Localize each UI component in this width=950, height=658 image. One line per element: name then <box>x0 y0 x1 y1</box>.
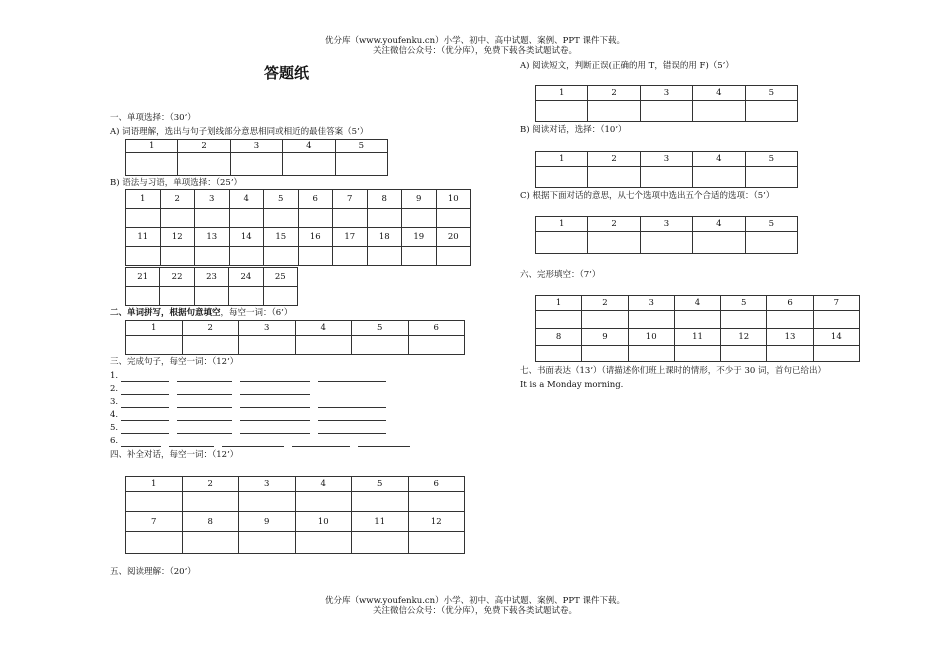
answer-cell[interactable] <box>640 232 692 254</box>
footer-line-2: 关注微信公众号：（优分库），免费下载各类试题试卷。 <box>372 606 577 616</box>
blank-field[interactable] <box>240 411 310 421</box>
grid-number: 1 <box>126 321 183 336</box>
grid-answer-row <box>536 346 860 362</box>
grid-number: 4 <box>283 140 335 153</box>
blank-field[interactable] <box>240 372 310 382</box>
item-number: 1. <box>110 371 119 381</box>
grid-number: 9 <box>239 512 296 532</box>
grid-number: 2 <box>582 296 628 311</box>
grid-number-row <box>126 477 465 492</box>
answer-cell[interactable] <box>333 247 368 266</box>
grid-number: 16 <box>298 228 333 247</box>
item-number: 3. <box>110 397 119 407</box>
grid-number: 1 <box>536 217 588 232</box>
answer-cell[interactable] <box>674 346 720 362</box>
answer-cell[interactable] <box>160 247 195 266</box>
answer-grid-5a <box>535 85 798 122</box>
blank-field[interactable] <box>121 424 169 434</box>
header-line-2: 关注微信公众号：（优分库），免费下载各类试题试卷。 <box>372 46 577 56</box>
blank-field[interactable] <box>121 437 161 447</box>
grid-number: 2 <box>182 477 239 492</box>
answer-cell[interactable] <box>295 492 352 512</box>
blank-field[interactable] <box>358 437 410 447</box>
grid-answer-row <box>536 311 860 329</box>
grid-number: 9 <box>402 190 437 209</box>
answer-grid-5c <box>535 216 798 254</box>
grid-number: 1 <box>536 296 582 311</box>
answer-cell[interactable] <box>640 167 692 188</box>
grid-number: 2 <box>182 321 239 336</box>
fill-line <box>110 371 386 382</box>
grid-number-row <box>536 152 798 167</box>
grid-answer-row <box>126 532 465 554</box>
grid-number-row <box>126 321 465 336</box>
blank-field[interactable] <box>240 424 310 434</box>
answer-cell[interactable] <box>813 346 859 362</box>
page-title: 答题纸 <box>264 64 310 82</box>
answer-cell[interactable] <box>628 346 674 362</box>
answer-cell[interactable] <box>126 532 183 554</box>
grid-number: 17 <box>333 228 368 247</box>
answer-cell[interactable] <box>408 532 465 554</box>
blank-field[interactable] <box>177 372 232 382</box>
grid-number: 2 <box>588 86 640 101</box>
answer-cell[interactable] <box>628 311 674 329</box>
answer-cell[interactable] <box>408 336 465 355</box>
grid-number: 5 <box>352 477 409 492</box>
grid-number: 7 <box>126 512 183 532</box>
answer-cell[interactable] <box>126 336 183 355</box>
answer-cell[interactable] <box>813 311 859 329</box>
answer-cell[interactable] <box>160 209 195 228</box>
grid-number: 10 <box>628 329 674 346</box>
grid-number: 6 <box>408 321 465 336</box>
section-1b-heading: B) 语法与习语，单项选择：（25’） <box>110 178 243 188</box>
answer-cell[interactable] <box>436 209 471 228</box>
grid-number: 15 <box>264 228 299 247</box>
answer-cell[interactable] <box>126 247 161 266</box>
grid-number-row <box>126 228 471 247</box>
answer-cell[interactable] <box>767 311 813 329</box>
grid-number-row <box>126 512 465 532</box>
footer-line-1: 优分库（www.youfenku.cn）小学、初中、高中试题、案例、PPT 课件下载。 <box>325 596 625 606</box>
blank-field[interactable] <box>121 372 169 382</box>
blank-field[interactable] <box>121 385 169 395</box>
section-3-heading: 三、完成句子，每空一词：（12’） <box>110 357 239 367</box>
grid-number: 4 <box>229 190 264 209</box>
grid-answer-row <box>536 101 798 122</box>
grid-number: 6 <box>298 190 333 209</box>
section-4-heading: 四、补全对话，每空一词：（12’） <box>110 450 239 460</box>
grid-number: 8 <box>536 329 582 346</box>
answer-cell[interactable] <box>693 101 745 122</box>
section-2-rest: ，每空一词：（6’） <box>220 308 293 318</box>
item-number: 2. <box>110 384 119 394</box>
answer-cell[interactable] <box>582 346 628 362</box>
grid-number: 9 <box>582 329 628 346</box>
grid-number: 4 <box>693 86 745 101</box>
answer-cell[interactable] <box>298 247 333 266</box>
grid-number: 20 <box>436 228 471 247</box>
section-7-heading: 七、书面表达（13’）（请描述你们班上课时的情形，不少于 30 词，首句已给出） <box>520 366 826 376</box>
grid-answer-row <box>536 167 798 188</box>
answer-cell[interactable] <box>745 167 797 188</box>
grid-number: 6 <box>408 477 465 492</box>
section-2-heading <box>110 308 292 319</box>
grid-answer-row <box>126 153 388 176</box>
writing-first-sentence: It is a Monday morning. <box>520 380 624 390</box>
answer-cell[interactable] <box>182 336 239 355</box>
answer-cell[interactable] <box>263 287 297 306</box>
answer-cell[interactable] <box>333 209 368 228</box>
answer-cell[interactable] <box>745 232 797 254</box>
section-1-heading: 一、单项选择：（30’） <box>110 113 196 123</box>
grid-number: 25 <box>263 268 297 287</box>
grid-number: 14 <box>229 228 264 247</box>
blank-field[interactable] <box>318 411 386 421</box>
grid-answer-row <box>126 209 471 228</box>
grid-number: 5 <box>745 217 797 232</box>
grid-number: 4 <box>693 217 745 232</box>
answer-cell[interactable] <box>536 101 588 122</box>
answer-cell[interactable] <box>298 209 333 228</box>
section-5a-heading: A) 阅读短文，判断正误(正确的用 T，错误的用 F)（5’） <box>520 61 734 71</box>
answer-cell[interactable] <box>335 153 387 176</box>
grid-number: 3 <box>640 152 692 167</box>
answer-grid-4 <box>125 476 465 554</box>
blank-field[interactable] <box>121 398 169 408</box>
grid-number: 13 <box>195 228 230 247</box>
answer-cell[interactable] <box>178 153 230 176</box>
answer-cell[interactable] <box>721 311 767 329</box>
fill-line <box>110 410 386 421</box>
answer-cell[interactable] <box>367 247 402 266</box>
grid-number: 11 <box>674 329 720 346</box>
grid-number: 8 <box>367 190 402 209</box>
grid-number: 4 <box>693 152 745 167</box>
answer-cell[interactable] <box>264 247 299 266</box>
grid-number-row <box>126 140 388 153</box>
blank-field[interactable] <box>177 411 232 421</box>
grid-number-row <box>126 190 471 209</box>
grid-number: 12 <box>721 329 767 346</box>
blank-field[interactable] <box>240 385 310 395</box>
answer-cell[interactable] <box>195 247 230 266</box>
answer-cell[interactable] <box>182 492 239 512</box>
blank-field[interactable] <box>318 424 386 434</box>
answer-cell[interactable] <box>160 287 194 306</box>
answer-cell[interactable] <box>367 209 402 228</box>
answer-cell[interactable] <box>239 492 296 512</box>
grid-number: 5 <box>745 86 797 101</box>
answer-cell[interactable] <box>230 153 282 176</box>
grid-number-row <box>126 268 298 287</box>
answer-grid-6 <box>535 295 860 362</box>
answer-cell[interactable] <box>582 311 628 329</box>
answer-grid-1a <box>125 139 388 176</box>
item-number: 5. <box>110 423 119 433</box>
answer-cell[interactable] <box>352 336 409 355</box>
grid-number: 3 <box>628 296 674 311</box>
grid-number: 10 <box>436 190 471 209</box>
grid-number: 3 <box>195 190 230 209</box>
grid-answer-row <box>126 492 465 512</box>
answer-cell[interactable] <box>126 209 161 228</box>
answer-cell[interactable] <box>229 287 263 306</box>
grid-number: 2 <box>588 217 640 232</box>
grid-number: 3 <box>239 477 296 492</box>
fill-line <box>110 397 386 408</box>
answer-cell[interactable] <box>588 232 640 254</box>
blank-field[interactable] <box>240 398 310 408</box>
answer-cell[interactable] <box>693 167 745 188</box>
fill-line <box>110 436 410 447</box>
blank-field[interactable] <box>169 437 214 447</box>
answer-cell[interactable] <box>229 209 264 228</box>
blank-field[interactable] <box>177 398 232 408</box>
grid-number: 24 <box>229 268 263 287</box>
answer-cell[interactable] <box>588 167 640 188</box>
grid-number: 1 <box>126 140 178 153</box>
blank-field[interactable] <box>318 398 386 408</box>
grid-number: 4 <box>295 477 352 492</box>
answer-cell[interactable] <box>352 492 409 512</box>
grid-number: 2 <box>160 190 195 209</box>
grid-number-row <box>536 86 798 101</box>
answer-cell[interactable] <box>402 247 437 266</box>
answer-cell[interactable] <box>408 492 465 512</box>
grid-number: 1 <box>536 152 588 167</box>
answer-cell[interactable] <box>721 346 767 362</box>
grid-number: 12 <box>408 512 465 532</box>
blank-field[interactable] <box>177 385 232 395</box>
answer-cell[interactable] <box>195 209 230 228</box>
answer-cell[interactable] <box>283 153 335 176</box>
grid-number: 22 <box>160 268 194 287</box>
grid-number: 8 <box>182 512 239 532</box>
answer-grid-1b-last <box>125 267 298 306</box>
grid-number: 3 <box>239 321 296 336</box>
grid-number: 7 <box>333 190 368 209</box>
grid-number: 18 <box>367 228 402 247</box>
answer-grid-5b <box>535 151 798 188</box>
section-5-heading: 五、阅读理解：（20’） <box>110 567 196 577</box>
answer-cell[interactable] <box>352 532 409 554</box>
grid-number: 5 <box>352 321 409 336</box>
grid-number: 11 <box>352 512 409 532</box>
grid-number: 1 <box>126 477 183 492</box>
answer-cell[interactable] <box>436 247 471 266</box>
grid-number: 10 <box>295 512 352 532</box>
grid-number-row <box>536 217 798 232</box>
grid-answer-row <box>126 336 465 355</box>
answer-cell[interactable] <box>767 346 813 362</box>
section-5b-heading: B) 阅读对话，选择：（10’） <box>520 125 627 135</box>
answer-cell[interactable] <box>640 101 692 122</box>
answer-grid-2 <box>125 320 465 355</box>
answer-cell[interactable] <box>182 532 239 554</box>
answer-cell[interactable] <box>536 167 588 188</box>
answer-grid-1b <box>125 189 471 266</box>
answer-cell[interactable] <box>536 232 588 254</box>
item-number: 6. <box>110 436 119 446</box>
grid-number: 11 <box>126 228 161 247</box>
grid-number: 5 <box>721 296 767 311</box>
grid-number: 3 <box>640 217 692 232</box>
answer-cell[interactable] <box>588 101 640 122</box>
header-line-1: 优分库（www.youfenku.cn）小学、初中、高中试题、案例、PPT 课件下载。 <box>325 36 625 46</box>
section-6-heading: 六、完形填空：（7’） <box>520 270 601 280</box>
answer-cell[interactable] <box>693 232 745 254</box>
section-1a-heading: A) 词语理解，选出与句子划线部分意思相同或相近的最佳答案（5’） <box>110 127 369 137</box>
grid-number: 2 <box>178 140 230 153</box>
answer-cell[interactable] <box>126 153 178 176</box>
grid-number: 5 <box>264 190 299 209</box>
grid-number: 19 <box>402 228 437 247</box>
grid-number: 13 <box>767 329 813 346</box>
grid-number: 5 <box>335 140 387 153</box>
grid-number: 12 <box>160 228 195 247</box>
blank-field[interactable] <box>318 372 386 382</box>
answer-cell[interactable] <box>536 346 582 362</box>
section-2-bold: 二、单词拼写，根据句意填空 <box>110 308 221 318</box>
grid-number: 1 <box>126 190 161 209</box>
answer-cell[interactable] <box>536 311 582 329</box>
grid-number-row <box>536 296 860 311</box>
grid-number-row <box>536 329 860 346</box>
answer-cell[interactable] <box>126 287 160 306</box>
blank-field[interactable] <box>177 424 232 434</box>
section-5c-heading: C) 根据下面对话的意思，从七个选项中选出五个合适的选项：（5’） <box>520 191 775 201</box>
grid-number: 4 <box>674 296 720 311</box>
answer-cell[interactable] <box>239 532 296 554</box>
answer-cell[interactable] <box>674 311 720 329</box>
answer-cell[interactable] <box>194 287 228 306</box>
blank-field[interactable] <box>292 437 350 447</box>
answer-cell[interactable] <box>402 209 437 228</box>
grid-answer-row <box>536 232 798 254</box>
answer-cell[interactable] <box>229 247 264 266</box>
grid-number: 6 <box>767 296 813 311</box>
grid-number: 3 <box>230 140 282 153</box>
grid-number: 5 <box>745 152 797 167</box>
grid-number: 21 <box>126 268 160 287</box>
grid-answer-row <box>126 247 471 266</box>
answer-cell[interactable] <box>295 532 352 554</box>
grid-number: 4 <box>295 321 352 336</box>
grid-number: 23 <box>194 268 228 287</box>
answer-cell[interactable] <box>264 209 299 228</box>
blank-field[interactable] <box>222 437 284 447</box>
blank-field[interactable] <box>121 411 169 421</box>
fill-line <box>110 423 386 434</box>
fill-line <box>110 384 310 395</box>
grid-number: 7 <box>813 296 859 311</box>
grid-number: 3 <box>640 86 692 101</box>
answer-cell[interactable] <box>745 101 797 122</box>
grid-number: 2 <box>588 152 640 167</box>
answer-cell[interactable] <box>295 336 352 355</box>
grid-number: 14 <box>813 329 859 346</box>
grid-answer-row <box>126 287 298 306</box>
grid-number: 1 <box>536 86 588 101</box>
answer-cell[interactable] <box>239 336 296 355</box>
item-number: 4. <box>110 410 119 420</box>
answer-cell[interactable] <box>126 492 183 512</box>
